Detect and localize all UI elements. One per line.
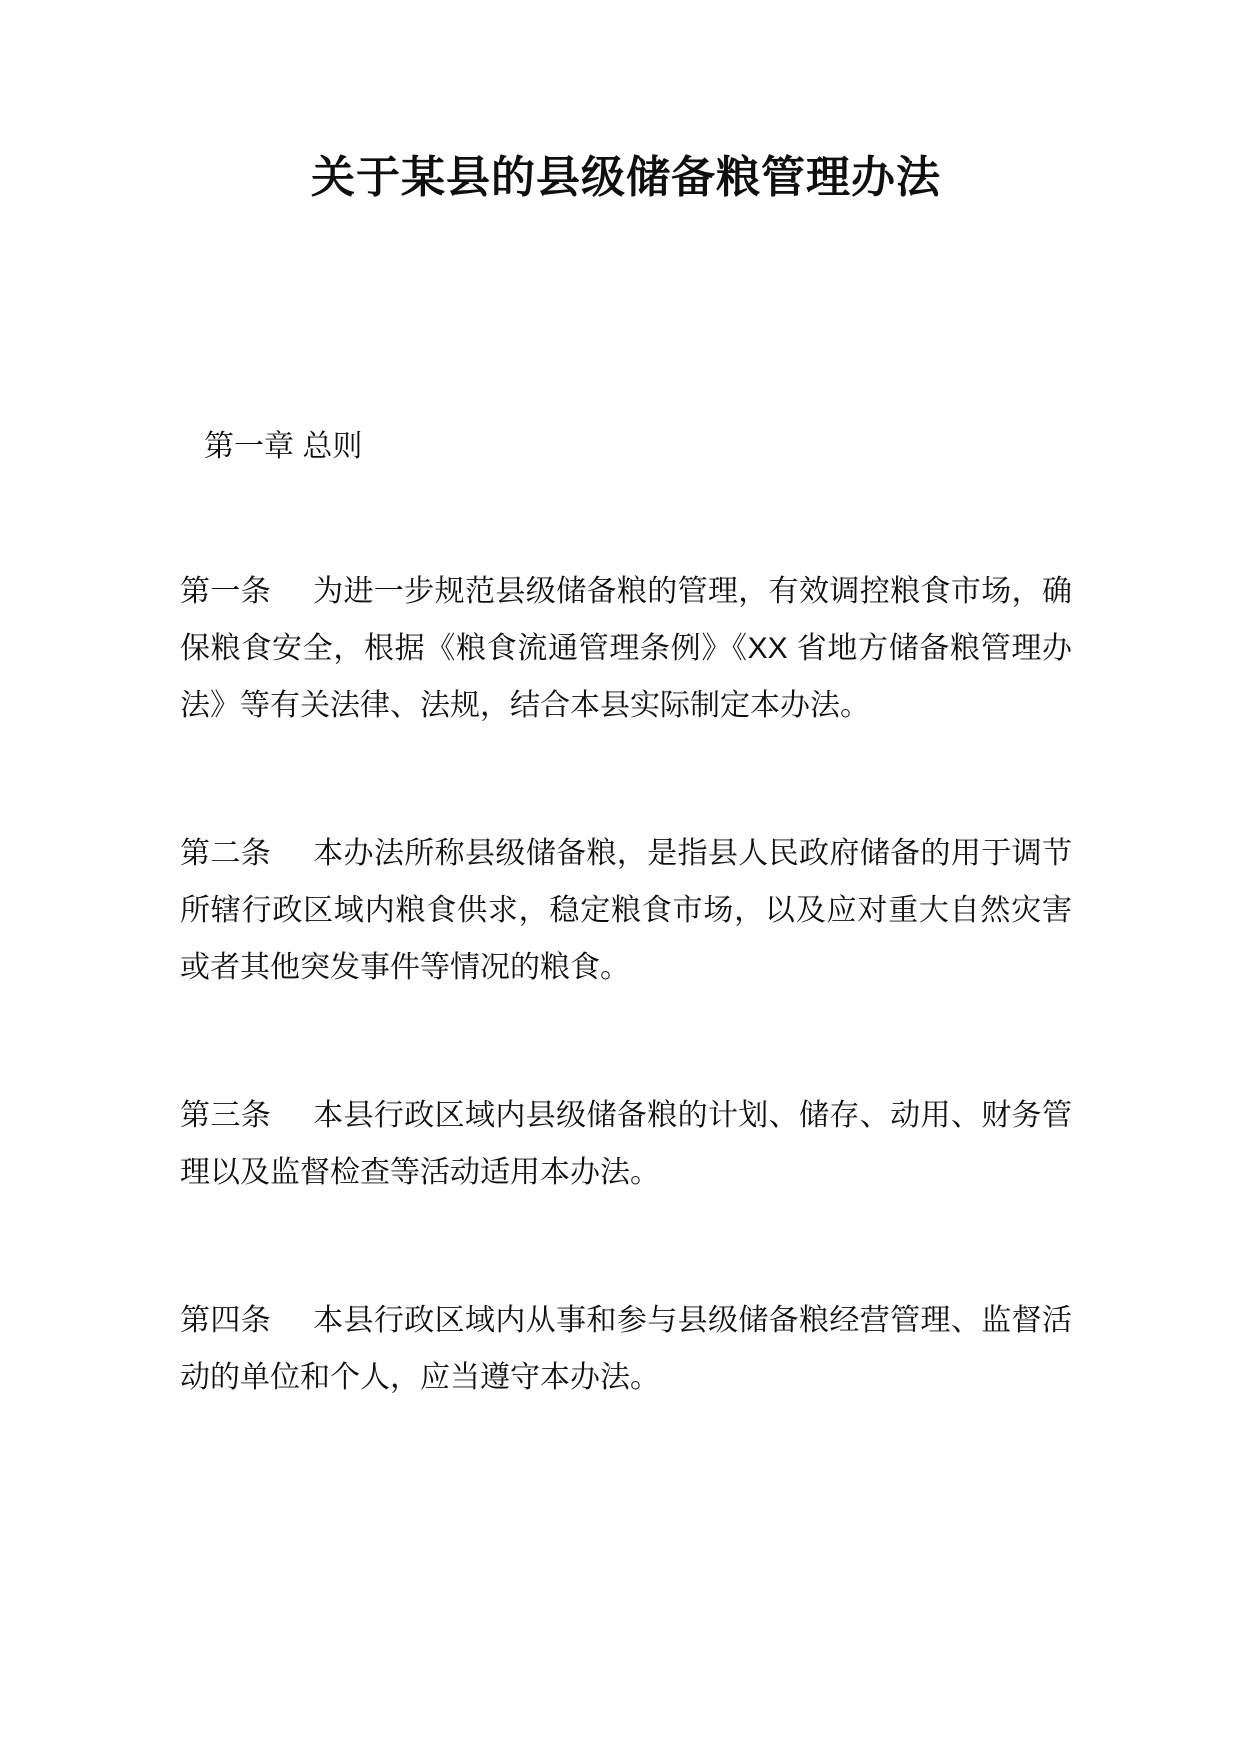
page-title: 关于某县的县级储备粮管理办法: [311, 153, 941, 202]
chapter-heading: 第一章 总则: [204, 429, 363, 463]
article-text: 本县行政区域内县级储备粮的计划、储存、动用、财务管理以及监督检查等活动适用本办法。: [180, 1098, 1073, 1189]
article-label: 第四条: [180, 1303, 272, 1337]
article-label: 第三条: [180, 1098, 272, 1132]
article-text: 本县行政区域内从事和参与县级储备粮经营管理、监督活动的单位和个人，应当遵守本办法。: [180, 1303, 1073, 1394]
article-paragraph: [180, 563, 1072, 734]
article-text: 为进一步规范县级储备粮的管理，有效调控粮食市场，确保粮食安全，根据《粮食流通管理条例》《XX 省地方储备粮管理办法》等有关法律、法规，结合本县实际制定本办法。: [180, 574, 1073, 722]
article-text: 本办法所称县级储备粮，是指县人民政府储备的用于调节所辖行政区域内粮食供求，稳定粮食市场，以及应对重大自然灾害或者其他突发事件等情况的粮食。: [180, 836, 1073, 984]
article-label: 第一条: [180, 574, 272, 608]
article-paragraph: [180, 1292, 1072, 1406]
article-paragraph: [180, 825, 1072, 996]
article-paragraph: [180, 1087, 1072, 1201]
article-label: 第二条: [180, 836, 272, 870]
